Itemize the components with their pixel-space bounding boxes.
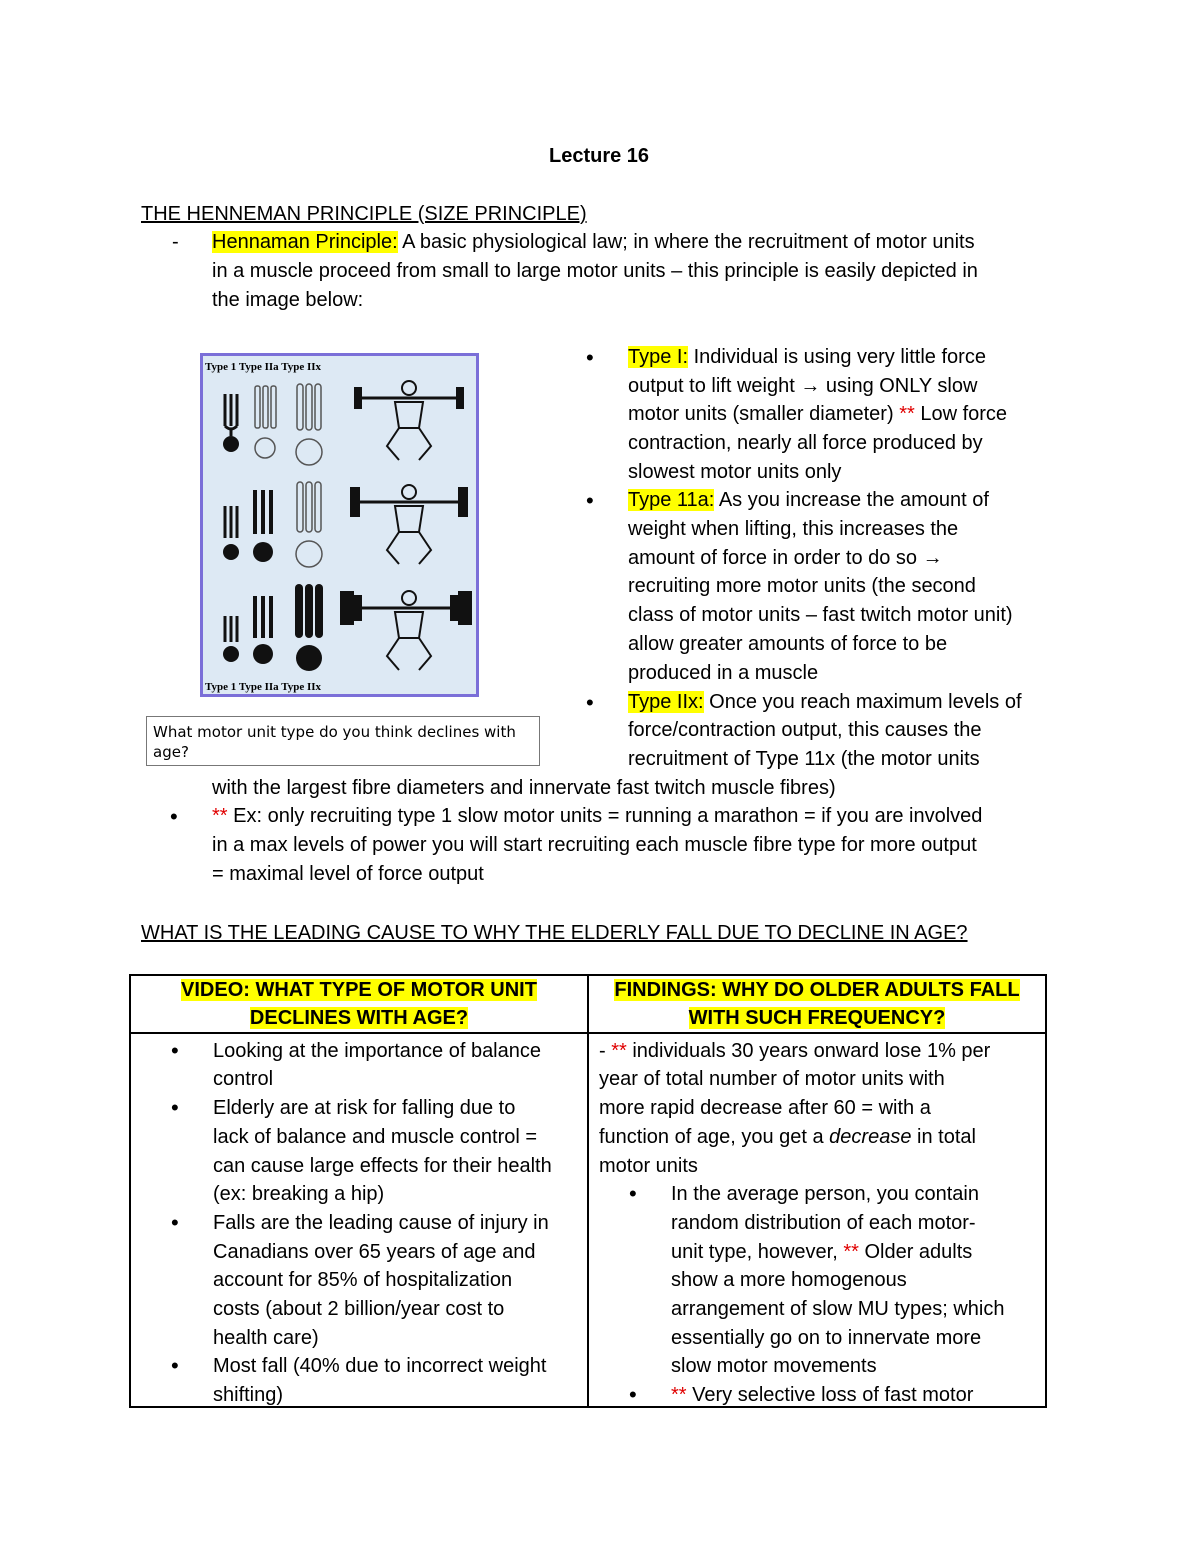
findings-bullet-1-line-7: slow motor movements xyxy=(671,1355,877,1377)
page-title: Lecture 16 xyxy=(549,145,650,167)
table-list-item: (ex: breaking a hip) xyxy=(213,1183,385,1205)
bullet-example-line-2: in a max levels of power you will start recruiting each muscle fibre type for more output xyxy=(212,834,977,856)
recruitment-illustration xyxy=(203,356,476,694)
type1-stars: ** xyxy=(899,403,915,425)
table-list-item: lack of balance and muscle control = xyxy=(213,1126,538,1148)
definition-line-1 xyxy=(212,228,975,257)
row-type2a-units xyxy=(225,506,237,538)
example-text: Ex: only recruiting type 1 slow motor units = running a marathon = if you are involved xyxy=(227,805,983,827)
bullet-type2a-line-7: produced in a muscle xyxy=(628,662,819,684)
figure-bottom-labels: Type 1 Type IIa Type IIx xyxy=(205,681,322,693)
bullet-type2a-line-4: recruiting more motor units (the second xyxy=(628,575,976,597)
findings-bullet-1-line-3 xyxy=(671,1238,972,1267)
row3-type2a-soma xyxy=(253,644,273,664)
table-list-item: Canadians over 65 years of age and xyxy=(213,1241,536,1263)
table-list-item: costs (about 2 billion/year cost to xyxy=(213,1298,505,1320)
findings-emphasis: decrease xyxy=(829,1126,912,1148)
table-cell-video xyxy=(130,1033,588,1407)
type2x-text: Once you reach maximum levels of xyxy=(703,691,1022,713)
findings-dash: - xyxy=(599,1040,612,1062)
type1-text-3a: motor units (smaller diameter) xyxy=(628,403,900,425)
bullet-type1-line-4: contraction, nearly all force produced by xyxy=(628,432,983,454)
section-heading-henneman: THE HENNEMAN PRINCIPLE (SIZE PRINCIPLE) xyxy=(141,203,587,225)
lifter-light-icon xyxy=(355,381,463,460)
type1-soma xyxy=(223,436,239,452)
type1-text: Individual is using very little force xyxy=(688,346,986,368)
bullet-type1-line-2: output to lift weight → using ONLY slow xyxy=(628,375,978,397)
findings-bullet-1-line-4: show a more homogenous xyxy=(671,1269,907,1291)
header-findings-line-1: FINDINGS: WHY DO OLDER ADULTS FALL xyxy=(614,979,1020,1001)
table-header-findings xyxy=(588,975,1046,1033)
findings-bullet-1-line-1: • In the average person, you contain xyxy=(671,1180,979,1209)
section-heading-elderly-fall: WHAT IS THE LEADING CAUSE TO WHY THE ELDERLY FALL DUE TO DECLINE IN AGE? xyxy=(141,922,968,944)
findings-text-4a: function of age, you get a xyxy=(599,1126,830,1148)
definition-dash: - xyxy=(172,231,179,253)
table-list-item: • Most fall (40% due to incorrect weight xyxy=(213,1352,547,1381)
findings-text-1: individuals 30 years onward lose 1% per xyxy=(626,1040,991,1062)
bullet-type2a-line-2: weight when lifting, this increases the xyxy=(628,518,959,540)
type2a-label: Type 11a: xyxy=(628,489,715,511)
table-list-item: account for 85% of hospitalization xyxy=(213,1269,513,1291)
row2-type1-soma xyxy=(223,544,239,560)
table-header-video xyxy=(130,975,588,1033)
definition-line-2: in a muscle proceed from small to large motor units – this principle is easily depicted in xyxy=(212,260,978,282)
table-list-item: can cause large effects for their health xyxy=(213,1155,552,1177)
table-list-item: • Looking at the importance of balance xyxy=(213,1037,541,1066)
findings-bullet-1-line-6: essentially go on to innervate more xyxy=(671,1327,982,1349)
findings-line-5: motor units xyxy=(599,1155,698,1177)
definition-line-3: the image below: xyxy=(212,289,364,311)
bullet-type1-line-1 xyxy=(628,343,986,372)
row-type1-units xyxy=(225,394,237,436)
type1-label: Type I: xyxy=(628,346,689,368)
findings-line-3: more rapid decrease after 60 = with a xyxy=(599,1097,931,1119)
findings-b2-stars: ** xyxy=(671,1384,687,1406)
lifter-heavy-icon xyxy=(341,591,471,670)
row1-inactive-units xyxy=(255,384,322,465)
header-findings-line-2: WITH SUCH FREQUENCY? xyxy=(688,1007,946,1029)
findings-b1-text-3b: Older adults xyxy=(858,1241,973,1263)
findings-text-4b: in total xyxy=(911,1126,976,1148)
figure-top-labels: Type 1 Type IIa Type IIx xyxy=(205,361,322,373)
table-list-item: control xyxy=(213,1068,274,1090)
bullet-type2x-line-3: recruitment of Type 11x (the motor units xyxy=(628,748,980,770)
row2-type2a-soma xyxy=(253,542,273,562)
bullet-type2a-line-6: allow greater amounts of force to be xyxy=(628,633,948,655)
term-highlight: Hennaman Principle: xyxy=(212,231,398,253)
type2a-text: As you increase the amount of xyxy=(714,489,989,511)
row3-type2x-soma xyxy=(296,645,322,671)
bullet-type1-line-5: slowest motor units only xyxy=(628,461,842,483)
table-list-item: shifting) xyxy=(213,1384,284,1406)
definition-text: A basic physiological law; in where the recruitment of motor units xyxy=(397,231,975,253)
type2x-label: Type IIx: xyxy=(628,691,704,713)
table-list-item: • Elderly are at risk for falling due to xyxy=(213,1094,515,1123)
bullet-type2a-line-3: amount of force in order to do so → xyxy=(628,547,943,569)
header-video-line-2: DECLINES WITH AGE? xyxy=(249,1007,469,1029)
findings-bullet-2-line-1 xyxy=(671,1381,973,1410)
findings-stars: ** xyxy=(611,1040,627,1062)
type1-text-3b: Low force xyxy=(914,403,1008,425)
header-video-line-1: VIDEO: WHAT TYPE OF MOTOR UNIT xyxy=(181,979,537,1001)
bullet-type2a-line-5: class of motor units – fast twitch motor unit) xyxy=(628,604,1013,626)
bullet-type2x-line-2: force/contraction output, this causes the xyxy=(628,719,982,741)
table-cell-findings xyxy=(588,1033,1046,1407)
comparison-table xyxy=(129,974,1047,1408)
row3-type1-soma xyxy=(223,646,239,662)
example-stars: ** xyxy=(212,805,228,827)
bullet-type2a-line-1 xyxy=(628,486,989,515)
motor-unit-recruitment-figure xyxy=(200,353,479,697)
findings-b1-stars: ** xyxy=(843,1241,859,1263)
bullet-example-line-1 xyxy=(212,802,982,831)
table-list-item: health care) xyxy=(213,1327,319,1349)
bullet-type2x-line-1 xyxy=(628,688,1022,717)
bullet-type2x-line-4: with the largest fibre diameters and innervate fast twitch muscle fibres) xyxy=(212,777,836,799)
findings-line-2: year of total number of motor units with xyxy=(599,1068,945,1090)
findings-bullet-1-line-5: arrangement of slow MU types; which xyxy=(671,1298,1005,1320)
table-list-item: • Falls are the leading cause of injury in xyxy=(213,1209,549,1238)
bullet-example-line-3: = maximal level of force output xyxy=(212,863,484,885)
row-type2x-units xyxy=(225,616,237,642)
lifter-medium-icon xyxy=(351,485,467,564)
figure-question-box: What motor unit type do you think declines with age? xyxy=(146,716,540,766)
findings-line-1 xyxy=(599,1037,990,1066)
findings-b2-text: Very selective loss of fast motor xyxy=(686,1384,974,1406)
bullet-type1-line-3 xyxy=(628,400,1007,429)
findings-b1-text-3a: unit type, however, xyxy=(671,1241,844,1263)
findings-bullet-1-line-2: random distribution of each motor- xyxy=(671,1212,976,1234)
findings-line-4 xyxy=(599,1123,976,1152)
